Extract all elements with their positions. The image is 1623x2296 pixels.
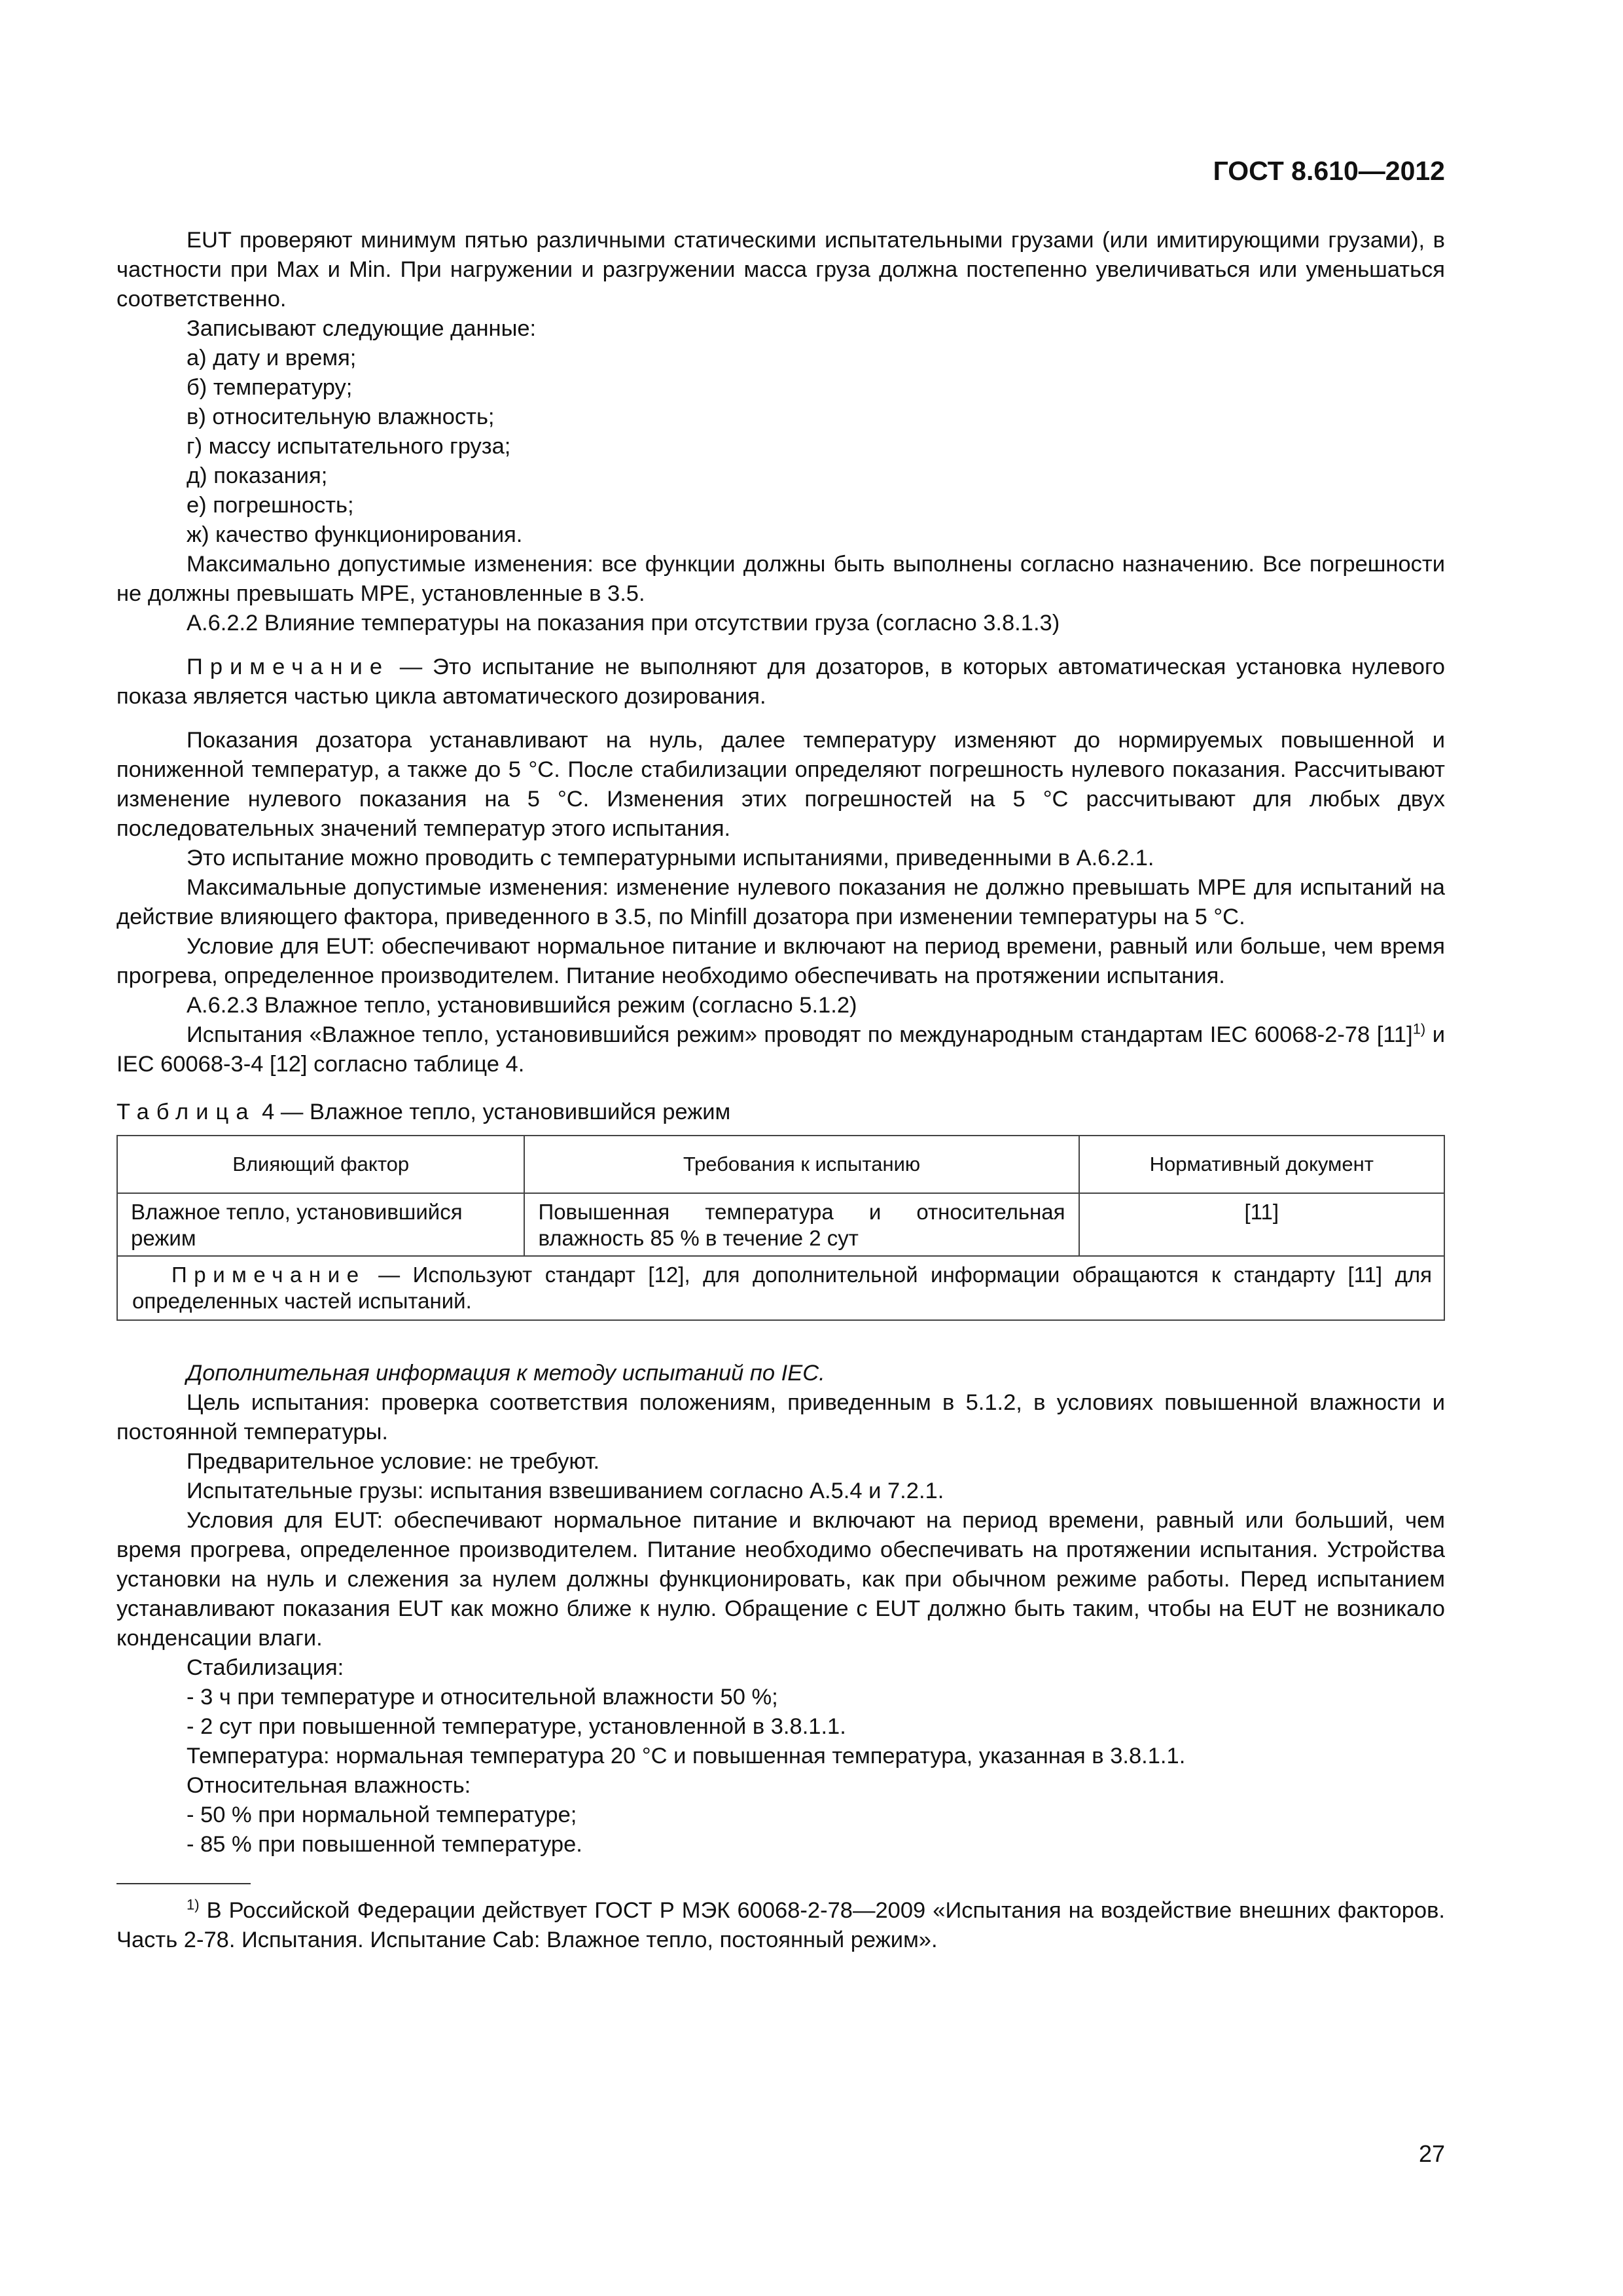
list-item: ж) качество функционирования. [187,522,523,547]
list-item: - 3 ч при температуре и относительной влажности 50 %; [187,1685,778,1710]
list-item: - 2 сут при повышенной температуре, установленной в 3.8.1.1. [187,1714,846,1739]
footnote-text: В Российской Федерации действует ГОСТ Р МЭК 60068-2-78—2009 «Испытания на воздействие внешних факторов. Часть 2-78. Испытания. Испытание Cab: Влажное тепло, постоянный режим». [116,1898,1445,1952]
paragraph-test-purpose: Цель испытания: проверка соответствия положениям, приведенным в 5.1.2, в условиях повышенной влажности и постоянной температуры. [116,1390,1445,1444]
section-heading-a622: А.6.2.2 Влияние температуры на показания при отсутствии груза (согласно 3.8.1.3) [187,611,1060,636]
paragraph-record-data: Записывают следующие данные: [187,316,537,341]
list-item: г) массу испытательного груза; [187,434,511,459]
paragraph-max-changes: Максимально допустимые изменения: все функции должны быть выполнены согласно назначению. Все погрешности не должны превышать МРЕ, установленные в 3.5. [116,552,1445,606]
table-row [117,1193,1444,1256]
table-note-cell [117,1256,1444,1320]
list-item: б) температуру; [187,375,353,400]
table-header-cell: Влияющий фактор [117,1136,524,1193]
note-label: Примечание [171,1263,366,1287]
table-cell: Влажное тепло, установившийся режим [117,1193,524,1256]
damp-heat-table [116,1135,1445,1321]
paragraph-stabilization: Стабилизация: [187,1655,344,1680]
table-note-row [117,1256,1444,1320]
record-data-list [116,344,1445,550]
paragraph-test-loads: Испытательные грузы: испытания взвешиванием согласно А.5.4 и 7.2.1. [187,1479,944,1503]
note-label: Примечание [187,655,390,679]
footnote [116,1896,1445,1955]
table-header-row [117,1136,1444,1193]
paragraph-zero-setting: Показания дозатора устанавливают на нуль, далее температуру изменяют до нормируемых повышенной и пониженной температур, а также до 5 °С. После стабилизации определяют погрешность нулевого показания. Рассчитывают изменение нулевого показания на 5 °С. Изменения этих погрешностей на 5 °С рассчитывают для любых двух последовательных значений температур этого испытания. [116,728,1445,841]
list-item: - 50 % при нормальной температуре; [187,1803,577,1827]
section-heading-a623: А.6.2.3 Влажное тепло, установившийся режим (согласно 5.1.2) [187,993,857,1018]
note-text: — Это испытание не выполняют для дозаторов, в которых автоматическая установка нулевого показа является частью цикла автоматического дозирования. [116,655,1445,709]
table-caption-text: 4 — Влажное тепло, установившийся режим [255,1100,731,1124]
paragraph-additional-info: Дополнительная информация к методу испытаний по IEC. [187,1361,825,1386]
table-cell: [11] [1079,1193,1444,1256]
footnote-separator [116,1883,251,1884]
list-item: - 85 % при повышенной температуре. [187,1832,582,1857]
paragraph-max-zero-change: Максимальные допустимые изменения: изменение нулевого показания не должно превышать МРЕ для испытаний на действие влияющего фактора, приведенного в 3.5, по Minfill дозатора при изменении температуры на 5 °С. [116,875,1445,929]
paragraph-combined-test: Это испытание можно проводить с температурными испытаниями, приведенными в А.6.2.1. [187,846,1154,870]
page-body [116,226,1445,1955]
paragraph-iec-standards: Испытания «Влажное тепло, установившийся режим» проводят по международным стандартам IEC 60068-2-78 $[11]^{1)}$ и IEC 60068-3-4 [12] согласно таблице 4. [116,1020,1446,1077]
list-item: д) показания; [187,463,328,488]
paragraph-humidity: Относительная влажность: [187,1773,471,1798]
footnote-ref: 1) [1412,1020,1426,1037]
table-caption-label: Таблица [116,1100,256,1124]
list-item: е) погрешность; [187,493,354,518]
note-zero-display [116,653,1445,711]
paragraph-eut-loads: EUT проверяют минимум пятью различными статическими испытательными грузами (или имитирующими грузами), в частности при Max и Min. При нагружении и разгружении масса груза должна постепенно увеличиваться или уменьшаться соответственно. [116,228,1445,312]
document-number: ГОСТ 8.610—2012 [1213,156,1445,186]
note-text: — Используют стандарт [12], для дополнительной информации обращаются к стандарту [11] для определенных частей испытаний. [132,1263,1432,1313]
list-item: в) относительную влажность; [187,404,495,429]
page-number: 27 [1418,2140,1445,2167]
table-caption [116,1098,1445,1127]
table-cell: Повышенная температура и относительная влажность 85 % в течение 2 сут [524,1193,1079,1256]
paragraph-precondition: Предварительное условие: не требуют. [187,1449,600,1474]
footnote-marker: 1) [187,1896,200,1913]
paragraph-eut-conditions: Условия для EUT: обеспечивают нормальное питание и включают на период времени, равный или больший, чем время прогрева, определенное производителем. Питание необходимо обеспечивать на протяжении испытания. Устройства установки на нуль и слежения за нулем должны функционировать, как при обычном режиме работы. Перед испытанием устанавливают показания EUT как можно ближе к нулю. Обращение с EUT должно быть таким, чтобы на EUT не возникало конденсации влаги. [116,1508,1445,1651]
paragraph-eut-condition: Условие для EUT: обеспечивают нормальное питание и включают на период времени, равный или больше, чем время прогрева, определенное производителем. Питание необходимо обеспечивать на протяжении испытания. [116,934,1445,988]
paragraph-temperature: Температура: нормальная температура 20 °С и повышенная температура, указанная в 3.8.1.1. [187,1744,1186,1768]
list-item: а) дату и время; [187,346,357,370]
table-header-cell: Требования к испытанию [524,1136,1079,1193]
table-header-cell: Нормативный документ [1079,1136,1444,1193]
